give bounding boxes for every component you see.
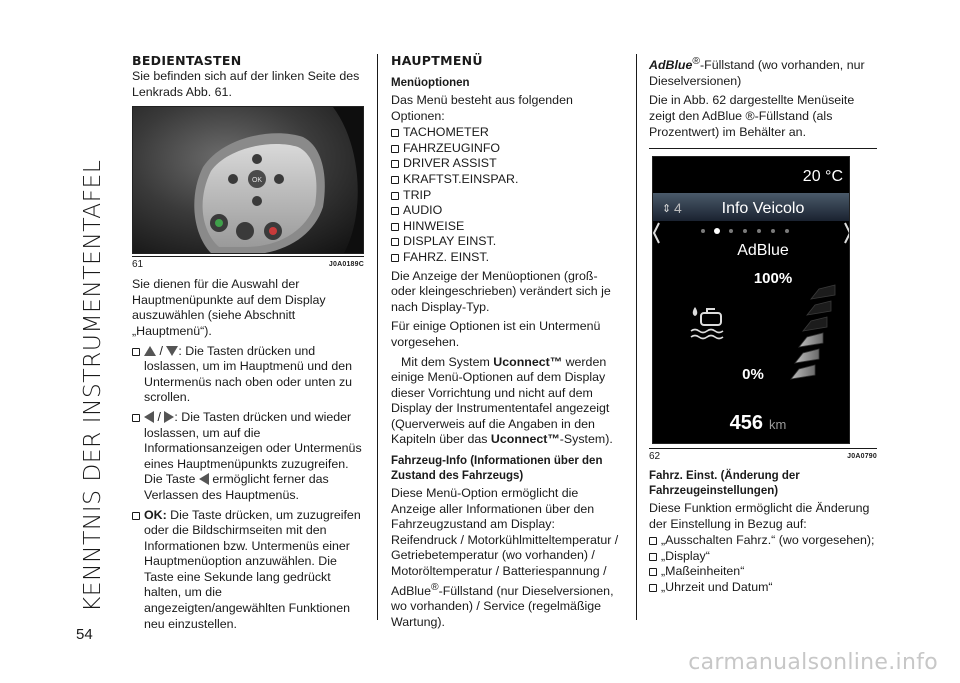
arrow-down-icon [166, 346, 178, 356]
svg-text:OK: OK [251, 177, 263, 185]
list-item [391, 234, 623, 250]
list-item-label: KRAFTST.EINSPAR. [403, 171, 519, 186]
down-button [252, 196, 262, 206]
svg-text:100%: 100% [753, 270, 793, 288]
svg-text:0%: 0% [742, 366, 764, 384]
page-number: 54 [76, 626, 93, 643]
list-item [649, 549, 877, 565]
list-item-label: „Uhrzeit und Datum“ [661, 580, 773, 595]
right-button [274, 174, 284, 184]
svg-text:Info Veicolo: Info Veicolo [721, 200, 805, 218]
bullet-icon [391, 223, 399, 231]
separator: / [157, 409, 161, 424]
bullet-icon [391, 176, 399, 184]
bullet-icon [391, 192, 399, 200]
body-text: Sie dienen für die Auswahl der Hauptmenüpunkte auf dem Display auszuwählen (siehe Abschnitt „Hauptmenü“). [132, 277, 326, 338]
list-item [649, 533, 877, 549]
subheading: Fahrz. Einst. (Änderung der Fahrzeugeinstellungen) [649, 470, 800, 498]
list-item-label: HINWEISE [403, 218, 465, 233]
subheading: Fahrzeug-Info (Informationen über den Zustand des Fahrzeugs) [391, 455, 603, 483]
bullet-icon [132, 414, 140, 422]
figure-code: J0A0189C [328, 261, 364, 269]
figure-number: 61 [132, 259, 144, 271]
bullet-text: Die Taste drücken, um zuzugreifen oder die Bildschirmseiten mit den Informationen bzw. Untermenüs einer Hauptmenüoption anzuwählen. Die Taste eine Sekunde lang gedrückt halten, um die angezeigten/angewählten Funktionen neu einzustellen. [144, 507, 361, 631]
subheading: Menüoptionen [391, 77, 470, 89]
column-middle [391, 54, 623, 635]
svg-text:4: 4 [674, 200, 682, 217]
column-divider [636, 54, 637, 620]
steering-wheel-figure [132, 106, 364, 254]
bullet-icon [649, 568, 657, 576]
column-right [649, 54, 877, 596]
list-item-label: „Ausschalten Fahrz.“ (wo vorgesehen); [661, 533, 875, 548]
list-item [391, 141, 623, 157]
figure-caption [132, 256, 364, 271]
menu-toggle-icon: ⇕ [662, 202, 672, 216]
list-item [391, 172, 623, 188]
voice-button [236, 222, 254, 240]
bullet-label: OK: [144, 507, 167, 522]
column-divider [377, 54, 378, 620]
list-item [391, 188, 623, 204]
bullet-item [132, 410, 364, 504]
list-item-label: DRIVER ASSIST [403, 156, 497, 171]
section-heading: BEDIENTASTEN [132, 53, 242, 68]
watermark: carmanualsonline.info [688, 650, 938, 675]
list-item-label: „Maßeinheiten“ [661, 564, 745, 579]
svg-text:456: 456 [729, 412, 763, 435]
bullet-icon [391, 207, 399, 215]
list-item-label: „Display“ [661, 548, 710, 563]
page-dot [771, 229, 775, 233]
list-item [391, 156, 623, 172]
body-text: Die Anzeige der Menüoptionen (groß- oder kleingeschrieben) verändert sich je nach Display-Typ. [391, 268, 611, 314]
bullet-item [132, 344, 364, 406]
intro-text: Sie befinden sich auf der linken Seite des Lenkrads Abb. 61. [132, 69, 360, 99]
intro-text: Das Menü besteht aus folgenden Optionen: [391, 93, 573, 123]
page-dot [701, 229, 705, 233]
steering-wheel-illustration [133, 107, 364, 254]
arrow-up-icon [144, 346, 156, 356]
separator: / [159, 343, 163, 358]
arrow-left-icon [144, 411, 154, 423]
bullet-icon [391, 254, 399, 262]
list-item [391, 250, 623, 266]
column-left [132, 54, 364, 636]
list-item [649, 564, 877, 580]
arrow-left-icon [199, 473, 209, 485]
page-dot [757, 229, 761, 233]
page-dot [729, 229, 733, 233]
list-item-label: FAHRZ. EINST. [403, 249, 490, 264]
bullet-item [132, 508, 364, 633]
bullet-icon [391, 129, 399, 137]
settings-options-list [649, 533, 877, 595]
bullet-icon [649, 537, 657, 545]
svg-text:AdBlue: AdBlue [737, 242, 789, 260]
list-item-label: FAHRZEUGINFO [403, 140, 501, 155]
page-dot [743, 229, 747, 233]
page-dot [714, 228, 720, 234]
svg-text:20 °C: 20 °C [802, 168, 843, 186]
adblue-display-figure [652, 156, 850, 444]
list-item-label: AUDIO [403, 203, 443, 218]
figure-code: J0A0790 [847, 453, 877, 461]
up-button [252, 154, 262, 164]
svg-text:km: km [769, 417, 787, 433]
instrument-display [653, 157, 850, 444]
bullet-text: ermöglicht ferner das Verlassen des Hauptmenüs. [144, 472, 329, 502]
list-item [391, 219, 623, 235]
menu-options-list [391, 125, 623, 265]
figure-caption [649, 448, 877, 463]
bullet-icon [132, 512, 140, 520]
figure-number: 62 [649, 451, 661, 463]
list-item [391, 125, 623, 141]
bullet-icon [649, 553, 657, 561]
list-item [391, 203, 623, 219]
list-item [649, 580, 877, 596]
body-text: Diese Funktion ermöglicht die Änderung der Einstellung in Bezug auf: [649, 501, 870, 531]
left-button [228, 174, 238, 184]
page-dot [785, 229, 789, 233]
arrow-right-icon [164, 411, 174, 423]
list-item-label: DISPLAY EINST. [403, 234, 497, 249]
list-item-label: TACHOMETER [403, 125, 489, 140]
chapter-title: KENNTNIS DER INSTRUMENTENTAFEL [78, 159, 106, 612]
list-item-label: TRIP [403, 187, 432, 202]
body-text: Die in Abb. 62 dargestellte Menüseite zeigt den AdBlue ®-Füllstand (als Prozentwert) im Behälter an. [649, 93, 855, 139]
bullet-text: : Die Tasten drücken und loslassen, um im Hauptmenü und den Untermenüs nach oben oder unten zu scrollen. [144, 343, 353, 405]
section-heading: HAUPTMENÜ [391, 53, 483, 68]
bullet-text: : Die Tasten drücken und wieder loslassen, um auf die Informationsanzeigen oder Untermenüs eines Hauptmenüpunkts zuzugreifen. Die Taste [144, 409, 362, 487]
bullet-icon [649, 584, 657, 592]
bullet-icon [391, 160, 399, 168]
bullet-icon [132, 348, 140, 356]
body-text: Für einige Optionen ist ein Untermenü vorgesehen. [391, 319, 601, 349]
body-text: Diese Menü-Option ermöglicht die Anzeige aller Informationen über den Fahrzeugzustand am Display: Reifendruck / Motorkühlmitteltemperatur / Getriebetemperatur (wo vorhanden) / Motoröltemperatur / Batteriespannung / AdBlue®-Füllstand (nur Dieselversionen, wo vorhanden) / Service (regelmäßige Wartung). [391, 486, 619, 629]
body-text: Mit dem System Uconnect™ werden einige Menü-Optionen auf dem Display dieser Vorrichtung und nicht auf dem Display der Instrumententafel angezeigt (Querverweis auf die Angaben in den Kapiteln über das Uconnect™-System). [391, 354, 613, 447]
body-text: AdBlue®-Füllstand (wo vorhanden, nur Dieselversionen) [649, 56, 865, 88]
bullet-icon [391, 238, 399, 246]
bullet-icon [391, 145, 399, 153]
